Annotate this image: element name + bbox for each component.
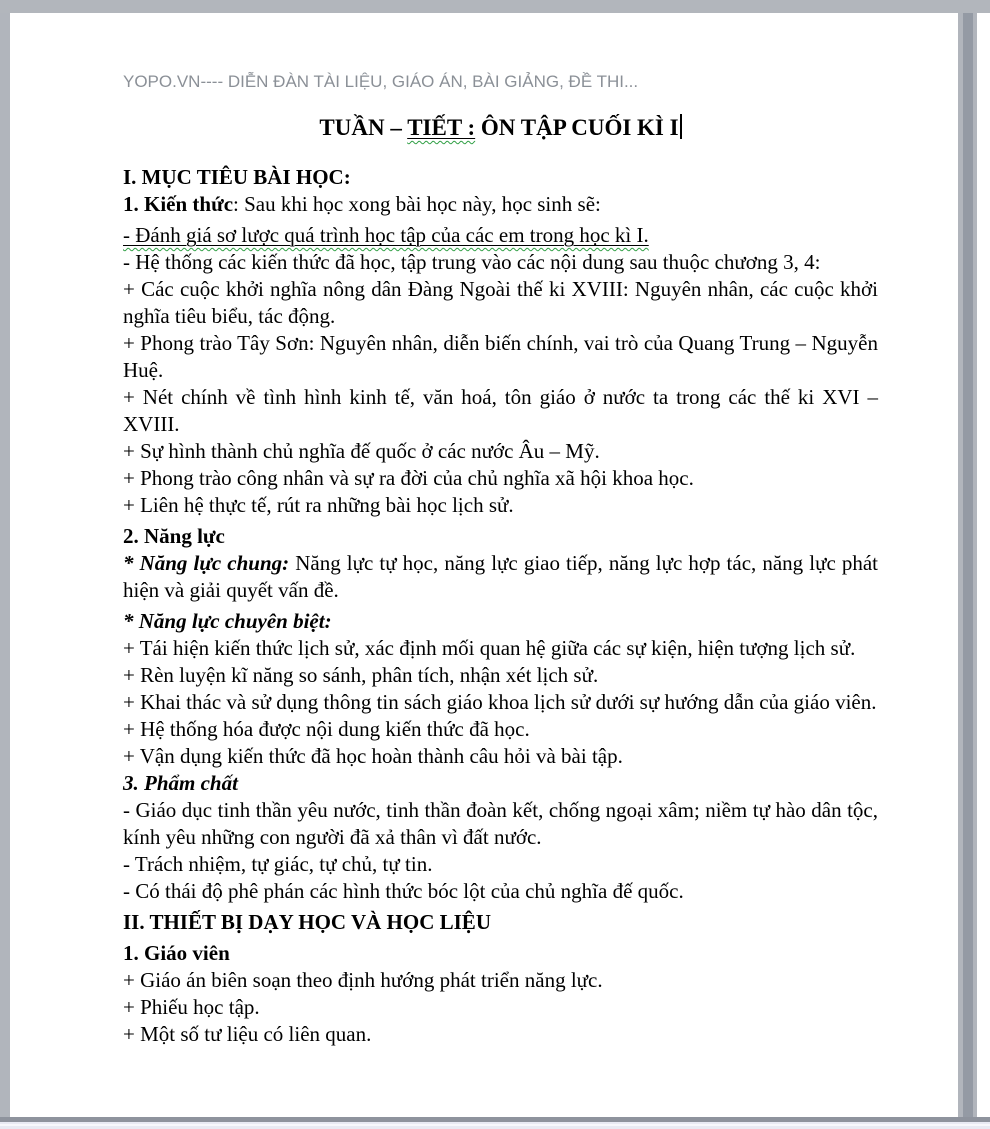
right-page-gap bbox=[963, 13, 973, 1117]
paragraph[interactable] bbox=[123, 797, 878, 851]
paragraph[interactable] bbox=[123, 878, 878, 905]
paragraph[interactable] bbox=[123, 608, 878, 635]
document-body bbox=[123, 164, 878, 1048]
text-run: + Tái hiện kiến thức lịch sử, xác định mối quan hệ giữa các sự kiện, hiện tượng lịch sử. bbox=[123, 636, 856, 660]
text-run: 1. Giáo viên bbox=[123, 941, 230, 965]
text-run: + Phiếu học tập. bbox=[123, 995, 260, 1019]
text-run: + Liên hệ thực tế, rút ra những bài học lịch sử. bbox=[123, 493, 514, 517]
taskbar-strip bbox=[0, 1122, 990, 1129]
paragraph[interactable] bbox=[123, 523, 878, 550]
text-run: + Hệ thống hóa được nội dung kiến thức đã học. bbox=[123, 717, 530, 741]
text-run: * Năng lực chung: bbox=[123, 551, 290, 575]
text-run: - Hệ thống các kiến thức đã học, tập trung vào các nội dung sau thuộc chương 3, 4: bbox=[123, 250, 821, 274]
paragraph[interactable] bbox=[123, 909, 878, 936]
paragraph[interactable] bbox=[123, 550, 878, 604]
document-page[interactable] bbox=[10, 13, 958, 1117]
paragraph[interactable] bbox=[123, 384, 878, 438]
paragraph[interactable] bbox=[123, 689, 878, 716]
text-run: + Khai thác và sử dụng thông tin sách giáo khoa lịch sử dưới sự hướng dẫn của giáo viên. bbox=[123, 690, 877, 714]
text-run: * Năng lực chuyên biệt: bbox=[123, 609, 332, 633]
title-underlined-text: TIẾT : bbox=[407, 115, 476, 140]
paragraph[interactable] bbox=[123, 635, 878, 662]
text-run: + Vận dụng kiến thức đã học hoàn thành câu hỏi và bài tập. bbox=[123, 744, 623, 768]
paragraph[interactable] bbox=[123, 465, 878, 492]
text-run: - Đánh giá sơ lược quá trình học tập của các em trong học kì I. bbox=[123, 223, 649, 247]
text-run: + Giáo án biên soạn theo định hướng phát triển năng lực. bbox=[123, 968, 603, 992]
top-margin-band bbox=[0, 0, 990, 13]
paragraph[interactable] bbox=[123, 191, 878, 218]
text-run: + Phong trào Tây Sơn: Nguyên nhân, diễn biến chính, vai trò của Quang Trung – Nguyễn Huệ. bbox=[123, 331, 878, 382]
document-title[interactable] bbox=[123, 112, 878, 143]
page-content bbox=[10, 13, 958, 1048]
text-run: : Sau khi học xong bài học này, học sinh sẽ: bbox=[233, 192, 601, 216]
text-run: I. MỤC TIÊU BÀI HỌC: bbox=[123, 165, 351, 189]
text-cursor bbox=[680, 114, 682, 139]
paragraph[interactable] bbox=[123, 438, 878, 465]
title-text-post: ÔN TẬP CUỐI KÌ I bbox=[475, 115, 679, 140]
text-run: - Trách nhiệm, tự giác, tự chủ, tự tin. bbox=[123, 852, 433, 876]
paragraph[interactable] bbox=[123, 1021, 878, 1048]
right-panel bbox=[977, 13, 990, 1117]
text-run: 2. Năng lực bbox=[123, 524, 225, 548]
watermark-text: YOPO.VN---- DIỄN ĐÀN TÀI LIỆU, GIÁO ÁN, BÀI GIẢNG, ĐỀ THI... bbox=[123, 72, 639, 91]
paragraph[interactable] bbox=[123, 940, 878, 967]
paragraph[interactable] bbox=[123, 276, 878, 330]
text-run: II. THIẾT BỊ DẠY HỌC VÀ HỌC LIỆU bbox=[123, 910, 491, 934]
paragraph[interactable] bbox=[123, 851, 878, 878]
paragraph[interactable] bbox=[123, 249, 878, 276]
paragraph[interactable] bbox=[123, 743, 878, 770]
paragraph[interactable] bbox=[123, 164, 878, 191]
text-run: - Có thái độ phê phán các hình thức bóc lột của chủ nghĩa đế quốc. bbox=[123, 879, 684, 903]
paragraph[interactable] bbox=[123, 994, 878, 1021]
paragraph[interactable] bbox=[123, 222, 878, 249]
text-run: 1. Kiến thức bbox=[123, 192, 234, 216]
title-underlined-wrap bbox=[407, 115, 475, 140]
text-run: + Một số tư liệu có liên quan. bbox=[123, 1022, 372, 1046]
text-run: - Giáo dục tinh thần yêu nước, tinh thần đoàn kết, chống ngoại xâm; niềm tự hào dân tộc, kính yêu những con người đã xả thân vì đất nước. bbox=[123, 798, 878, 849]
paragraph[interactable] bbox=[123, 716, 878, 743]
text-run: + Sự hình thành chủ nghĩa đế quốc ở các nước Âu – Mỹ. bbox=[123, 439, 600, 463]
text-run: + Phong trào công nhân và sự ra đời của chủ nghĩa xã hội khoa học. bbox=[123, 466, 694, 490]
text-run: + Các cuộc khởi nghĩa nông dân Đàng Ngoài thế ki XVIII: Nguyên nhân, các cuộc khởi nghĩa tiêu biểu, tác động. bbox=[123, 277, 878, 328]
paragraph[interactable] bbox=[123, 967, 878, 994]
text-run: Năng lực tự học, năng lực giao tiếp, năng lực hợp tác, năng lực phát hiện và giải quyết vấn đề. bbox=[123, 551, 879, 602]
paragraph[interactable] bbox=[123, 662, 878, 689]
text-run: 3. Phẩm chất bbox=[123, 771, 238, 795]
text-run: + Nét chính về tình hình kinh tế, văn hoá, tôn giáo ở nước ta trong các thế ki XVI – XVIII. bbox=[123, 385, 878, 436]
text-run: + Rèn luyện kĩ năng so sánh, phân tích, nhận xét lịch sử. bbox=[123, 663, 599, 687]
paragraph[interactable] bbox=[123, 770, 878, 797]
title-text-pre: TUẦN – bbox=[319, 115, 408, 140]
paragraph[interactable] bbox=[123, 330, 878, 384]
paragraph[interactable] bbox=[123, 492, 878, 519]
